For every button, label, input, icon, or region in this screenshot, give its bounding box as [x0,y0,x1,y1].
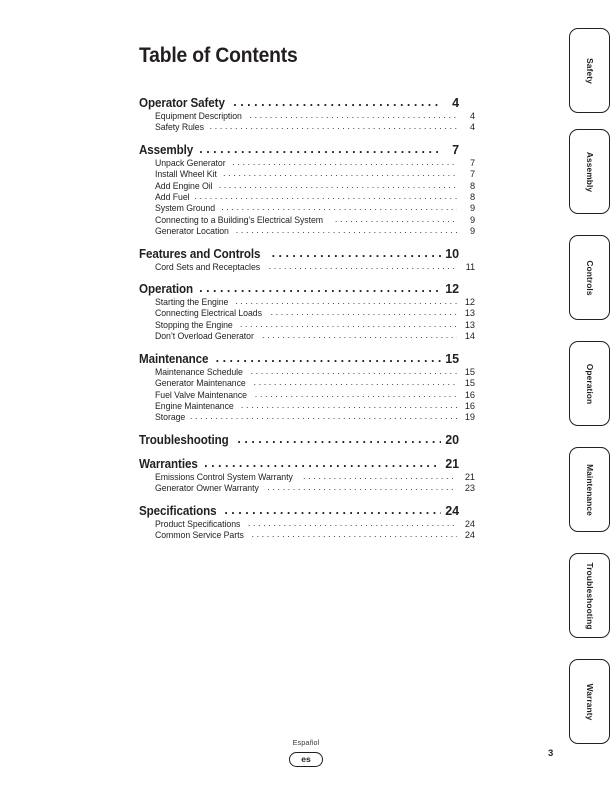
toc-sub-page: 21 [464,471,475,482]
dot-leader [210,121,458,130]
toc-sub-page: 23 [464,483,475,494]
toc-sub-label: Connecting to a Building’s Electrical System [155,214,324,225]
side-tab-controls[interactable] [569,235,610,320]
dot-leader [249,110,457,119]
toc-heading-entry[interactable] [139,247,459,262]
toc-sub-page: 4 [469,122,475,133]
toc-sub-label: Fuel Valve Maintenance [155,389,247,400]
dot-leader [190,411,457,420]
table-of-contents [139,96,475,541]
page-number: 3 [548,748,554,759]
toc-sub-page: 8 [469,180,475,191]
toc-sub-label: Starting the Engine [155,297,229,308]
toc-sub-entry[interactable] [139,412,475,423]
toc-group [139,282,475,343]
dot-leader [240,319,457,328]
dot-leader [224,503,441,516]
toc-sub-entry[interactable] [139,530,475,541]
toc-sub-page: 8 [469,192,475,203]
dot-leader [237,432,441,445]
dot-leader [223,168,457,177]
toc-sub-label: System Ground [155,203,216,214]
dot-leader [232,157,457,166]
toc-heading-label: Features and Controls [139,246,261,261]
toc-sub-label: Generator Location [155,226,229,237]
espanol-badge[interactable]: es [289,752,323,767]
toc-heading-page: 12 [445,282,459,297]
side-tab-label: Operation [584,363,595,404]
toc-sub-page: 11 [465,261,475,272]
toc-heading-page: 21 [445,456,459,471]
toc-sub-page: 13 [464,308,475,319]
dot-leader [235,296,457,305]
toc-sub-label: Equipment Description [155,111,242,121]
side-tab-label: Controls [584,259,595,296]
toc-sub-page: 9 [469,203,475,214]
toc-heading-label: Warranties [139,456,198,471]
toc-sub-page: 24 [464,529,475,540]
page-title: Table of Contents [139,44,298,67]
toc-heading-label: Specifications [139,503,217,518]
toc-group [139,246,475,273]
dot-leader [199,142,441,155]
toc-group [139,351,475,424]
toc-heading-page: 24 [445,503,459,518]
toc-sub-page: 16 [464,400,475,411]
toc-heading-label: Assembly [139,142,194,157]
toc-group [139,456,475,495]
side-index-tabs [569,0,612,792]
dot-leader [241,400,457,409]
dot-leader [199,281,441,294]
toc-sub-entry[interactable] [139,262,475,273]
toc-sub-page: 7 [469,157,475,168]
toc-sub-page: 19 [464,412,475,423]
espanol-label: Español [292,738,320,747]
toc-sub-label: Cord Sets and Receptacles [155,261,261,272]
toc-sub-entry[interactable] [139,331,475,342]
toc-sub-page: 12 [464,297,475,308]
toc-heading-entry[interactable] [139,282,459,297]
dot-leader [262,330,457,339]
toc-sub-page: 7 [469,169,475,180]
toc-sub-entry[interactable] [139,122,475,133]
toc-sub-label: Generator Owner Warranty [155,483,259,494]
toc-sub-page: 13 [464,319,475,330]
toc-group [139,142,475,238]
toc-group [139,503,475,542]
toc-group [139,96,475,134]
side-tab-warranty[interactable] [569,659,610,744]
espanol-footer [0,738,612,767]
side-tab-label: Warranty [584,683,595,720]
dot-leader [194,191,457,200]
toc-sub-entry[interactable] [139,226,475,237]
side-tab-assembly[interactable] [569,129,610,214]
dot-leader [303,471,457,480]
toc-sub-label: Common Service Parts [155,529,244,540]
side-tab-operation[interactable] [569,341,610,426]
toc-sub-label: Add Engine Oil [155,180,213,191]
toc-sub-page: 9 [469,226,475,237]
toc-heading-label: Maintenance [139,351,209,366]
toc-sub-entry[interactable] [139,483,475,494]
dot-leader [335,214,457,223]
toc-sub-page: 24 [464,518,475,529]
dot-leader [248,518,457,527]
dot-leader [269,261,457,270]
toc-heading-label: Operation [139,282,194,297]
dot-leader [216,351,441,364]
toc-heading-entry[interactable] [139,143,459,158]
toc-heading-entry[interactable] [139,96,459,111]
side-tab-label: Safety [584,57,595,84]
dot-leader [236,225,457,234]
toc-heading-page: 10 [445,246,459,261]
toc-sub-label: Stopping the Engine [155,319,233,330]
toc-heading-page: 20 [445,432,459,447]
dot-leader [233,95,441,108]
dot-leader [271,307,457,316]
dot-leader [250,366,457,375]
side-tab-label: Maintenance [584,463,595,516]
toc-sub-page: 14 [464,331,475,342]
toc-sub-label: Generator Maintenance [155,378,246,389]
toc-sub-page: 9 [469,214,475,225]
toc-heading-entry[interactable] [139,352,459,367]
side-tab-label: Assembly [584,151,595,192]
toc-sub-label: Install Wheel Kit [155,169,217,180]
dot-leader [219,180,457,189]
toc-sub-page: 15 [464,366,475,377]
toc-heading-page: 7 [452,142,459,157]
toc-heading-entry[interactable] [139,433,459,448]
toc-sub-page: 16 [464,389,475,400]
toc-sub-label: Safety Rules [155,122,204,133]
toc-sub-label: Unpack Generator [155,157,226,168]
dot-leader [272,246,441,259]
toc-heading-label: Operator Safety [139,96,225,110]
toc-heading-page: 15 [445,351,459,366]
toc-sub-label: Don’t Overload Generator [155,331,254,342]
dot-leader [255,389,457,398]
dot-leader [251,529,457,538]
side-tab-maintenance[interactable] [569,447,610,532]
side-tab-label: Troubleshooting [584,561,595,630]
dot-leader [204,456,441,469]
toc-group [139,433,459,448]
toc-sub-label: Maintenance Schedule [155,366,243,377]
dot-leader [221,202,457,211]
side-tab-safety[interactable] [569,28,610,113]
dot-leader [253,377,457,386]
toc-sub-label: Product Specifications [155,518,241,529]
toc-heading-entry[interactable] [139,504,459,519]
toc-sub-page: 15 [464,378,475,389]
dot-leader [267,482,457,491]
toc-sub-label: Storage [155,412,186,423]
toc-sub-label: Add Fuel [155,192,190,203]
toc-heading-entry[interactable] [139,457,459,472]
toc-sub-label: Engine Maintenance [155,400,234,411]
side-tab-troubleshooting[interactable] [569,553,610,638]
toc-sub-label: Emissions Control System Warranty [155,471,293,482]
toc-heading-page: 4 [452,96,459,110]
toc-heading-label: Troubleshooting [139,432,229,447]
toc-sub-page: 4 [469,111,475,121]
toc-sub-label: Connecting Electrical Loads [155,308,262,319]
